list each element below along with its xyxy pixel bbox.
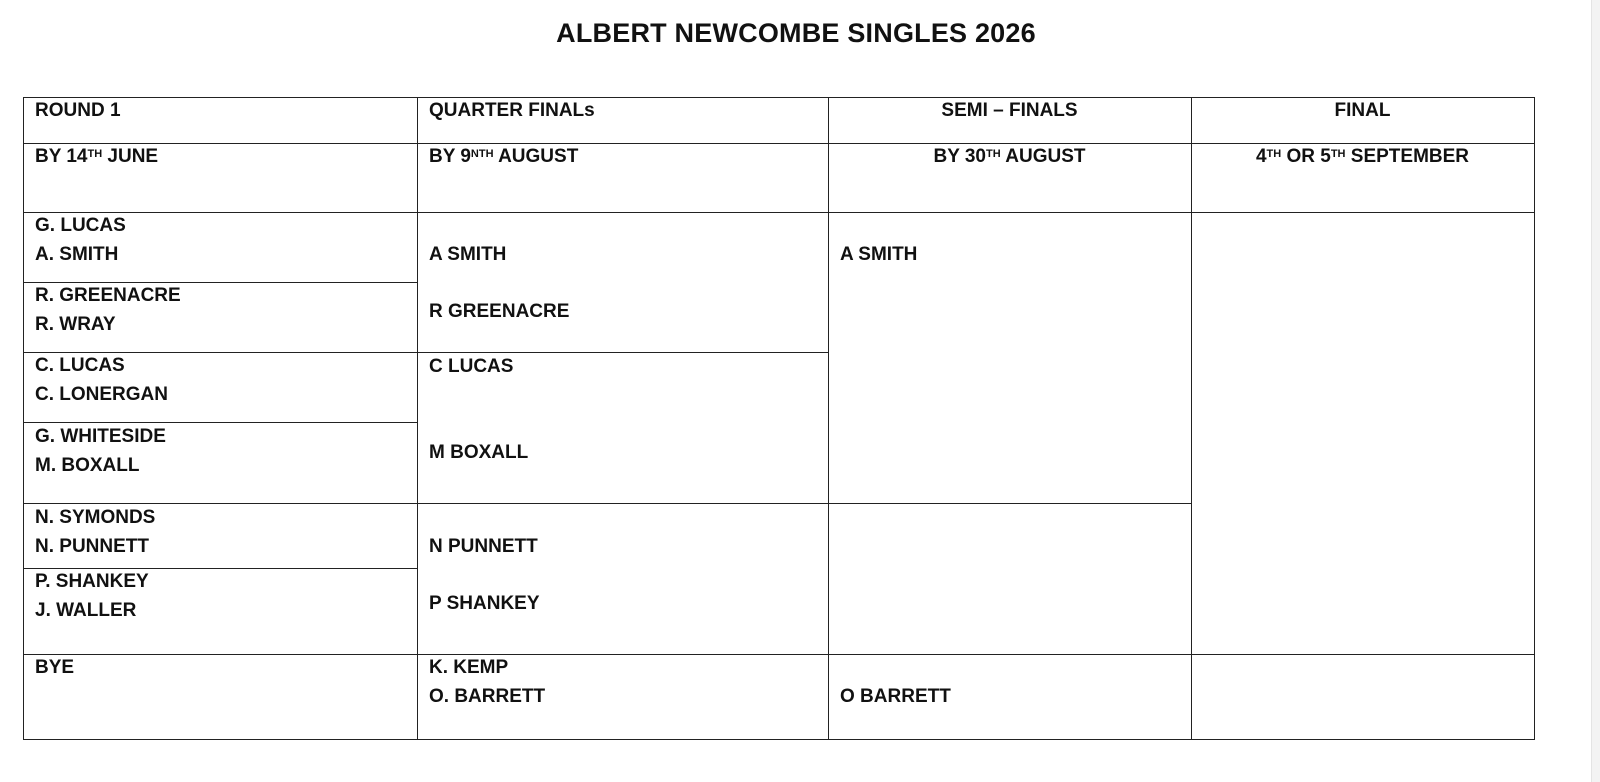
table-border-top — [23, 97, 1535, 98]
round1-divider — [23, 422, 418, 423]
column-divider-3 — [1191, 97, 1192, 740]
header-quarter-finals: QUARTER FINALs — [429, 100, 595, 121]
quarter-player: P SHANKEY — [429, 593, 540, 614]
deadline-semi-finals: BY 30TH AUGUST — [933, 146, 1086, 167]
header-round-1: ROUND 1 — [35, 100, 121, 121]
round1-player: N. SYMONDS — [35, 507, 156, 528]
round1-player: A. SMITH — [35, 244, 119, 265]
quarter-player: A SMITH — [429, 244, 507, 265]
round1-player: C. LONERGAN — [35, 384, 168, 405]
semi-player: A SMITH — [840, 244, 918, 265]
round1-player: C. LUCAS — [35, 355, 125, 376]
page-title: ALBERT NEWCOMBE SINGLES 2026 — [556, 18, 1036, 48]
round1-player: J. WALLER — [35, 600, 137, 621]
round1-player: M. BOXALL — [35, 455, 140, 476]
deadline-divider — [23, 212, 1535, 213]
scrollbar-edge[interactable] — [1591, 0, 1600, 782]
deadline-round-1: BY 14TH JUNE — [35, 146, 159, 167]
quarter-player: N PUNNETT — [429, 536, 538, 557]
semi-player: O BARRETT — [840, 686, 951, 707]
header-divider — [23, 143, 1535, 144]
round1-player: G. WHITESIDE — [35, 426, 166, 447]
header-semi-finals: SEMI – FINALS — [941, 100, 1078, 121]
round1-bye: BYE — [35, 657, 75, 678]
semi-divider — [828, 503, 1192, 504]
round1-divider — [23, 568, 418, 569]
header-final: FINAL — [1334, 100, 1391, 121]
table-border-left — [23, 97, 24, 740]
quarter-divider — [417, 352, 829, 353]
deadline-final: 4TH OR 5TH SEPTEMBER — [1255, 146, 1470, 167]
round1-player: R. GREENACRE — [35, 285, 181, 306]
round1-divider — [23, 352, 418, 353]
column-divider-2 — [828, 97, 829, 740]
column-divider-1 — [417, 97, 418, 740]
round1-player: P. SHANKEY — [35, 571, 149, 592]
round1-player: G. LUCAS — [35, 215, 126, 236]
bye-row-divider — [23, 654, 1535, 655]
quarter-player: O. BARRETT — [429, 686, 546, 707]
table-border-bottom — [23, 739, 1535, 740]
quarter-divider — [417, 503, 829, 504]
round1-divider — [23, 282, 418, 283]
round1-divider — [23, 503, 418, 504]
round1-player: N. PUNNETT — [35, 536, 149, 557]
quarter-player: R GREENACRE — [429, 301, 570, 322]
quarter-player: C LUCAS — [429, 356, 514, 377]
table-border-right — [1534, 97, 1535, 740]
deadline-quarter-finals: BY $9^{NTH}$ AUGUST — [429, 146, 579, 167]
quarter-player: K. KEMP — [429, 657, 509, 678]
quarter-player: M BOXALL — [429, 442, 529, 463]
round1-player: R. WRAY — [35, 314, 116, 335]
draw-table — [23, 97, 1567, 753]
